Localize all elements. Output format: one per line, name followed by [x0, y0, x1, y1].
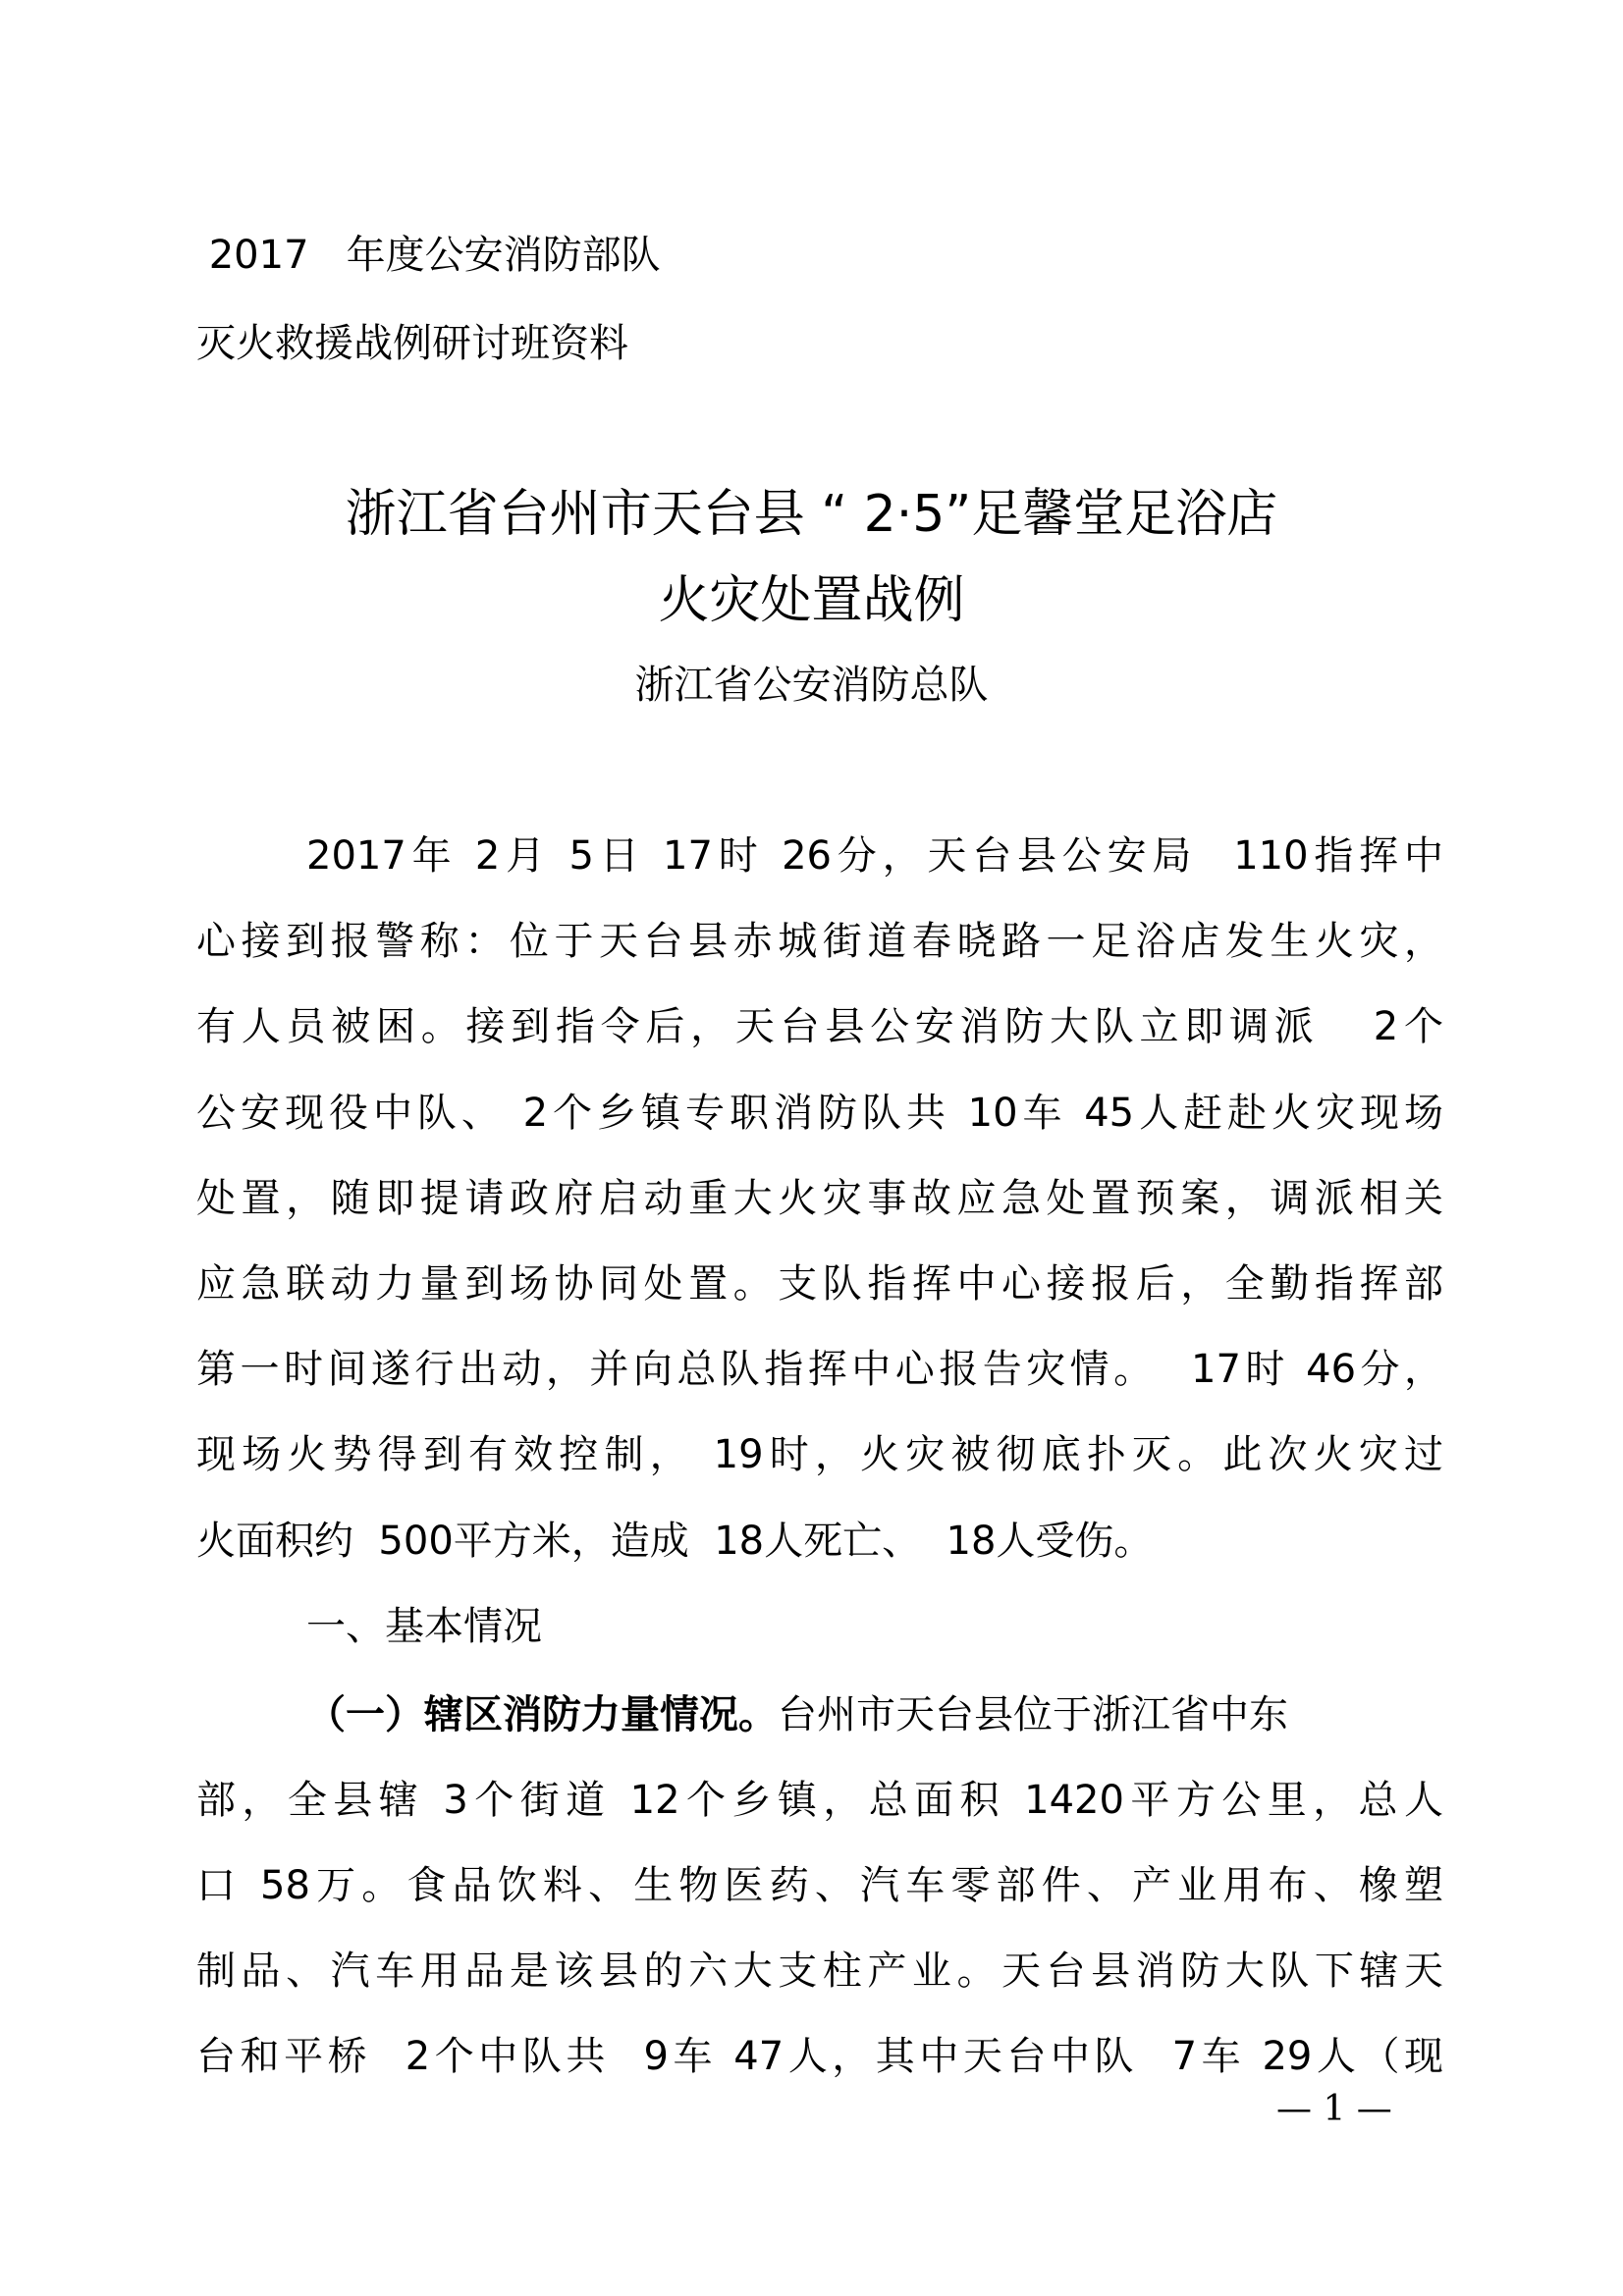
- paragraph-line: 公安现役中队、 2个乡镇专职消防队共 10车 45人赶赴火灾现场: [196, 1090, 1443, 1136]
- paragraph-line: 心接到报警称：位于天台县赤城街道春晓路一足浴店发生火灾，: [196, 919, 1443, 965]
- paragraph-line: 有人员被困。接到指令后，天台县公安消防大队立即调派 2个: [196, 1004, 1443, 1050]
- document-author: 浙江省公安消防总队: [634, 663, 989, 708]
- paragraph-line: 处置，随即提请政府启动重大火灾事故应急处置预案，调派相关: [196, 1175, 1443, 1221]
- header-line-1: 2017 年度公安消防部队: [196, 233, 661, 278]
- header-line-2: 灭火救援战例研讨班资料: [196, 321, 628, 366]
- document-title-line-1: 浙江省台州市天台县 “ 2·5”足馨堂足浴店: [345, 485, 1278, 544]
- subsection-first-line: [196, 1685, 1443, 1771]
- paragraph-line: 第一时间遂行出动，并向总队指挥中心报告灾情。 17时 46分，: [196, 1347, 1443, 1393]
- paragraph-line: 口 58万。食品饮料、生物医药、汽车零部件、产业用布、橡塑: [196, 1863, 1443, 1909]
- subsection-text: 台州市天台县位于浙江省中东: [778, 1691, 1288, 1737]
- paragraph-line: 制品、汽车用品是该县的六大支柱产业。天台县消防大队下辖天: [196, 1949, 1443, 1995]
- subsection-heading: （一）辖区消防力量情况。: [306, 1691, 778, 1737]
- section-heading: 一、基本情况: [306, 1603, 542, 1649]
- page-number: — 1 —: [1276, 2089, 1392, 2129]
- document-title-line-2: 火灾处置战例: [658, 571, 965, 630]
- paragraph-line: 现场火势得到有效控制， 19时，火灾被彻底扑灭。此次火灾过: [196, 1432, 1443, 1478]
- document-body: [196, 827, 1443, 2113]
- paragraph-line: 火面积约 500平方米，造成 18人死亡、 18人受伤。: [196, 1518, 1154, 1564]
- paragraph-line: 2017年 2月 5日 17时 26分，天台县公安局 110指挥中: [306, 833, 1443, 879]
- paragraph-line: 台和平桥 2个中队共 9车 47人，其中天台中队 7车 29人（现: [196, 2034, 1443, 2080]
- paragraph-line: 部，全县辖 3个街道 12个乡镇，总面积 1420平方公里，总人: [196, 1777, 1443, 1823]
- paragraph-line: 应急联动力量到场协同处置。支队指挥中心接报后，全勤指挥部: [196, 1260, 1443, 1307]
